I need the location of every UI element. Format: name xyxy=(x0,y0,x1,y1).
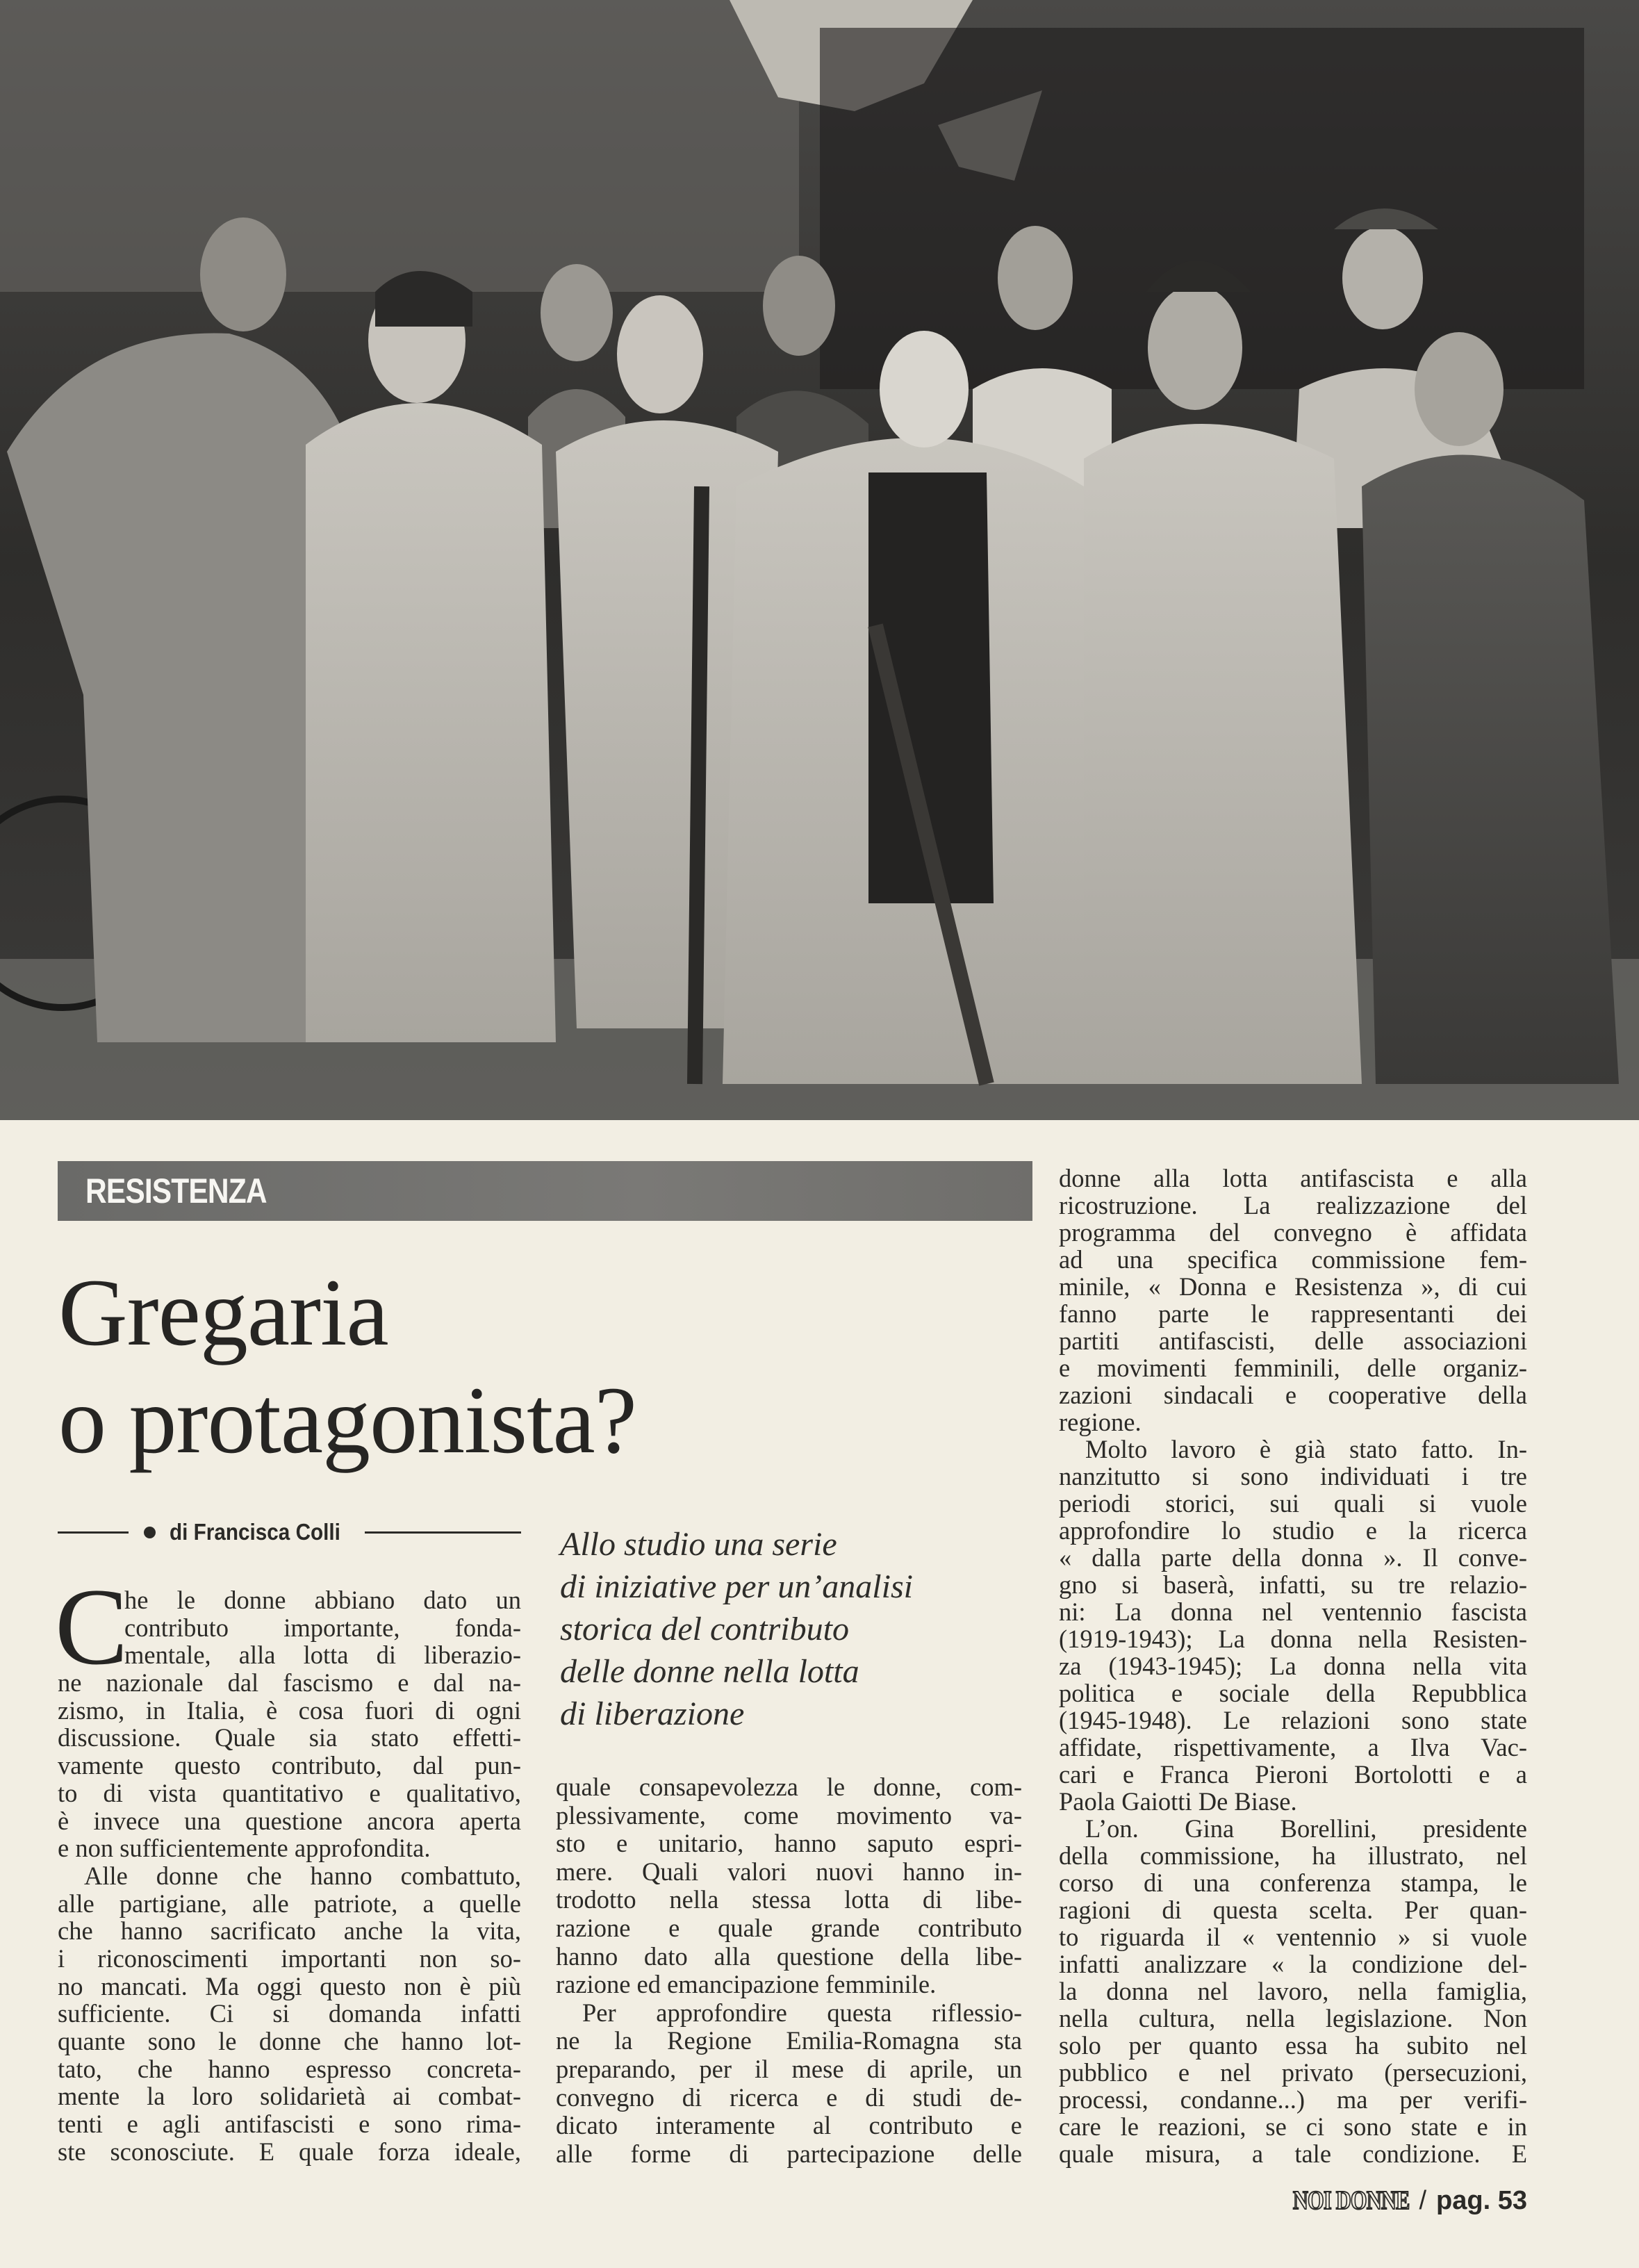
text-line: convegno di ricerca e di studi de- xyxy=(556,2082,1022,2112)
text-line: trodotto nella stessa lotta di libe- xyxy=(556,1885,1022,1914)
text-line: ni: La donna nel ventennio fascista xyxy=(1059,1597,1527,1626)
drop-cap: C xyxy=(55,1566,129,1688)
text-line: razione e quale grande contributo xyxy=(556,1913,1022,1942)
text-line: contributo importante, fonda- xyxy=(124,1613,521,1642)
section-label: RESISTENZA xyxy=(85,1172,267,1210)
text-line: to riguarda il « ventennio » si vuole xyxy=(1059,1923,1527,1951)
paragraph xyxy=(1059,1165,1527,1436)
text-line: la donna nel lavoro, nella famiglia, xyxy=(1059,1977,1527,2005)
text-line: solo per quanto essa ha subito nel xyxy=(1059,2031,1527,2060)
subtitle-line: storica del contributo xyxy=(560,1611,849,1647)
text-line: discussione. Quale sia stato effetti- xyxy=(58,1723,521,1752)
text-line: sto e unitario, hanno saputo espri- xyxy=(556,1829,1022,1858)
article-column-1 xyxy=(55,1566,521,2166)
text-line: sufficiente. Ci si domanda infatti xyxy=(58,1999,521,2028)
byline-rule-left xyxy=(58,1531,129,1534)
text-line: della commissione, ha illustrato, nel xyxy=(1059,1841,1527,1870)
text-line: che hanno sacrificato anche la vita, xyxy=(58,1916,521,1946)
text-line: Paola Gaiotti De Biase. xyxy=(1059,1787,1297,1816)
article-column-2 xyxy=(556,1773,1022,2168)
headline-line-1: Gregaria xyxy=(58,1259,388,1365)
text-line: quale misura, a tale condizione. E xyxy=(1059,2139,1527,2168)
text-line: Per approfondire questa riflessio- xyxy=(582,1998,1022,2027)
text-line: politica e sociale della Repubblica xyxy=(1059,1679,1527,1707)
subtitle-line: di iniziative per un’analisi xyxy=(560,1568,913,1605)
paragraph xyxy=(1059,1815,1527,2167)
text-line: zismo, in Italia, è cosa fuori di ogni xyxy=(58,1695,521,1725)
text-line: ne nazionale dal fascismo e dal na- xyxy=(58,1668,521,1698)
text-line: ragioni di questa scelta. Per quan- xyxy=(1059,1896,1527,1924)
text-line: to di vista quantitativo e qualitativo, xyxy=(58,1778,521,1807)
headline-line-2: o protagonista? xyxy=(58,1367,636,1473)
paragraph xyxy=(1059,1436,1527,1815)
text-line: programma del convegno è affidata xyxy=(1059,1218,1527,1247)
text-line: za (1943-1945); La donna nella vita xyxy=(1059,1652,1527,1680)
article-subtitle xyxy=(560,1523,1032,1735)
text-line: vamente questo contributo, dal pun- xyxy=(58,1751,521,1780)
text-line: gno si baserà, infatti, su tre relazio- xyxy=(1059,1570,1527,1599)
text-line: mentale, alla lotta di liberazio- xyxy=(124,1641,521,1670)
text-line: care le reazioni, se ci sono state e in xyxy=(1059,2112,1527,2141)
text-line: corso di una conferenza stampa, le xyxy=(1059,1868,1527,1897)
text-line: nanzitutto si sono individuati i tre xyxy=(1059,1462,1527,1490)
subtitle-line: di liberazione xyxy=(560,1695,745,1732)
text-line: preparando, per il mese di aprile, un xyxy=(556,2054,1022,2083)
text-line: ste sconosciute. E quale forza ideale, xyxy=(58,2137,521,2166)
text-line: (1945-1948). Le relazioni sono state xyxy=(1059,1706,1527,1734)
text-line: « dalla parte della donna ». Il conve- xyxy=(1059,1543,1527,1572)
text-line: plessivamente, come movimento va- xyxy=(556,1800,1022,1830)
text-line: alle partigiane, alle patriote, a quelle xyxy=(58,1889,521,1918)
text-line: processi, condanne...) ma per verifi- xyxy=(1059,2085,1527,2114)
text-line: zazioni sindacali e cooperative della xyxy=(1059,1381,1527,1409)
text-line: he le donne abbiano dato un xyxy=(124,1586,521,1614)
page-footer xyxy=(1264,2185,1527,2216)
text-line: (1919-1943); La donna nella Resisten- xyxy=(1059,1625,1527,1653)
text-line: mere. Quali valori nuovi hanno in- xyxy=(556,1857,1022,1886)
subtitle-line: delle donne nella lotta xyxy=(560,1653,859,1690)
subtitle-line: Allo studio una serie xyxy=(560,1526,837,1563)
text-line: Alle donne che hanno combattuto, xyxy=(84,1861,521,1890)
partisans-group-photo xyxy=(0,0,1639,1120)
footer-separator: / xyxy=(1419,2185,1427,2215)
text-line: e non sufficientemente approfondita. xyxy=(58,1834,431,1863)
text-line: pubblico e nel privato (persecuzioni, xyxy=(1059,2058,1527,2087)
text-line: tato, che hanno espresso concreta- xyxy=(58,2054,521,2083)
text-line: fanno parte le rappresentanti dei xyxy=(1059,1299,1527,1328)
text-line: dicato interamente al contributo e xyxy=(556,2111,1022,2140)
text-line: partiti antifascisti, delle associazioni xyxy=(1059,1326,1527,1355)
text-line: ricostruzione. La realizzazione del xyxy=(1059,1191,1527,1219)
paragraph xyxy=(556,1773,1022,1999)
text-line: Molto lavoro è già stato fatto. In- xyxy=(1085,1435,1527,1463)
paragraph xyxy=(58,1862,521,2166)
bullet-icon xyxy=(144,1527,156,1538)
text-line: cari e Franca Pieroni Bortolotti e a xyxy=(1059,1760,1527,1789)
text-line: è invece una questione ancora aperta xyxy=(58,1806,521,1835)
text-line: i riconoscimenti importanti non so- xyxy=(58,1944,521,1973)
text-line: minile, « Donna e Resistenza », di cui xyxy=(1059,1272,1527,1301)
byline xyxy=(58,1517,521,1547)
text-line: periodi storici, sui quali si vuole xyxy=(1059,1489,1527,1518)
text-line: tenti e agli antifascisti e sono rima- xyxy=(58,2110,521,2139)
text-line: regione. xyxy=(1059,1408,1142,1436)
text-line: e movimenti femminili, delle organiz- xyxy=(1059,1354,1527,1382)
text-line: L’on. Gina Borellini, presidente xyxy=(1085,1814,1527,1843)
text-line: quale consapevolezza le donne, com- xyxy=(556,1773,1022,1801)
text-line: mente la loro solidarietà ai combat- xyxy=(58,2082,521,2111)
paragraph xyxy=(556,1999,1022,2169)
text-line: ad una specifica commissione fem- xyxy=(1059,1245,1527,1274)
text-line: alle forme di partecipazione delle xyxy=(556,2139,1022,2168)
magazine-logo: NOI DONNE xyxy=(1292,2186,1410,2215)
text-line: no mancati. Ma oggi questo non è più xyxy=(58,1971,521,2000)
text-line: infatti analizzare « la condizione del- xyxy=(1059,1950,1527,1978)
text-line: ne la Regione Emilia-Romagna sta xyxy=(556,2026,1022,2055)
text-line: razione ed emancipazione femminile. xyxy=(556,1970,937,1999)
text-line: quante sono le donne che hanno lot- xyxy=(58,2027,521,2055)
section-banner xyxy=(58,1161,1032,1221)
page-number: pag. 53 xyxy=(1436,2185,1527,2215)
byline-author: di Francisca Colli xyxy=(170,1519,340,1545)
byline-rule-right xyxy=(365,1531,521,1534)
article-column-3 xyxy=(1059,1165,1527,2167)
text-line: hanno dato alla questione della libe- xyxy=(556,1941,1022,1971)
text-line: affidate, rispettivamente, a Ilva Vac- xyxy=(1059,1733,1527,1761)
text-line: approfondire lo studio e la ricerca xyxy=(1059,1516,1527,1545)
text-line: donne alla lotta antifascista e alla xyxy=(1059,1164,1527,1192)
text-line: nella cultura, nella legislazione. Non xyxy=(1059,2004,1527,2032)
